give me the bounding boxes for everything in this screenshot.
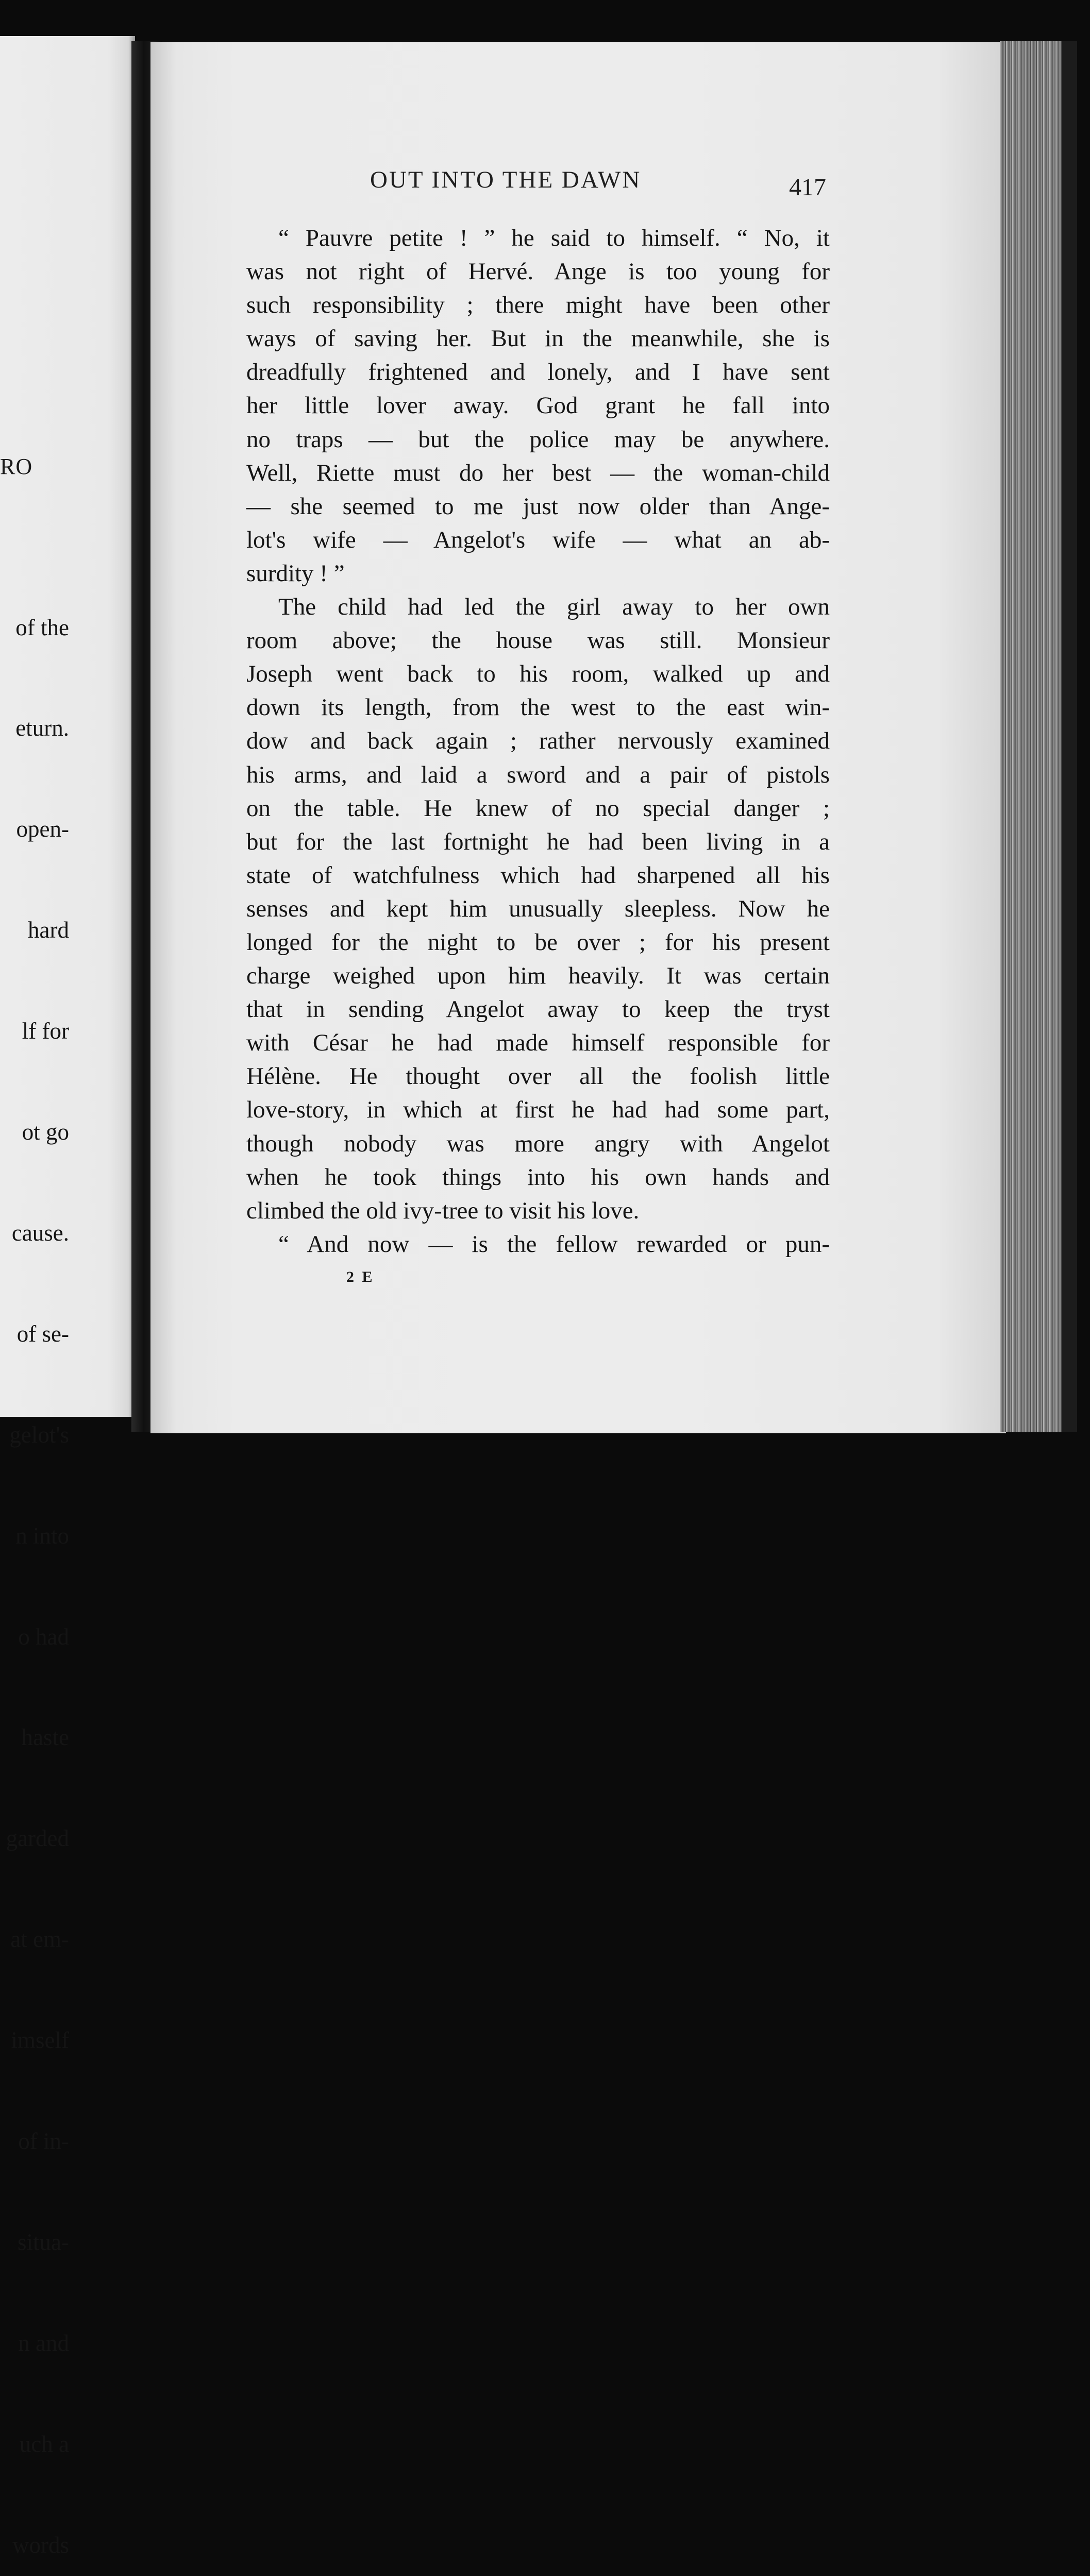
text-line: down its length, from the west to the east win- — [246, 694, 830, 721]
left-line: eturn. — [15, 715, 69, 741]
text-line: lot's wife — Angelot's wife — what an ab- — [246, 526, 830, 553]
left-line: n into — [15, 1522, 69, 1549]
left-line: cause. — [11, 1219, 69, 1246]
text-line: “ And now — is the fellow rewarded or pun- — [278, 1230, 830, 1258]
text-line: Joseph went back to his room, walked up and — [246, 660, 830, 688]
text-line: ways of saving her. But in the meanwhile, she is — [246, 325, 830, 352]
text-line: though nobody was more angry with Angelot — [246, 1130, 830, 1157]
text-line: — she seemed to me just now older than Ange- — [246, 493, 830, 520]
left-line: of in- — [18, 2128, 69, 2154]
text-line: that in sending Angelot away to keep the tryst — [246, 996, 830, 1023]
left-line: at em- — [10, 1926, 69, 1953]
text-line: his arms, and laid a sword and a pair of pistols — [246, 761, 830, 788]
page-edges — [1000, 41, 1069, 1432]
printer-signature-mark: 2 E — [346, 1268, 375, 1285]
text-line: was not right of Hervé. Ange is too young for — [246, 258, 830, 285]
left-line: of se- — [16, 1320, 69, 1347]
left-line: n and — [18, 2330, 69, 2356]
body-text — [246, 222, 830, 1261]
text-line: Well, Riette must do her best — the woman-child — [246, 459, 830, 486]
page-number: 417 — [789, 174, 826, 201]
text-line: state of watchfulness which had sharpened all his — [246, 861, 830, 889]
text-line: longed for the night to be over ; for his present — [246, 928, 830, 956]
text-line: dreadfully frightened and lonely, and I have sent — [246, 359, 830, 386]
text-line: with César he had made himself responsible for — [246, 1029, 830, 1057]
text-line: Hélène. He thought over all the foolish little — [246, 1063, 830, 1090]
text-line: such responsibility ; there might have been other — [246, 292, 830, 319]
left-line: lf for — [22, 1018, 69, 1044]
text-line: room above; the house was still. Monsieur — [246, 627, 830, 654]
left-line: hard — [28, 917, 69, 943]
left-line: garded — [6, 1825, 69, 1852]
edge-shadow — [1062, 41, 1077, 1432]
left-line: uch a — [19, 2431, 69, 2457]
text-line: her little lover away. God grant he fall into — [246, 392, 830, 419]
left-line: o had — [18, 1623, 69, 1650]
left-page-text — [6, 544, 69, 2576]
text-line: when he took things into his own hands and — [246, 1163, 830, 1191]
left-facing-page — [0, 36, 135, 2558]
left-page-header-fragment: RO — [0, 454, 33, 479]
text-line: The child had led the girl away to her own — [278, 594, 830, 621]
text-line: on the table. He knew of no special danger ; — [246, 794, 830, 822]
left-line: ot go — [22, 1119, 69, 1145]
left-line: imself — [11, 2027, 69, 2054]
text-line: charge weighed upon him heavily. It was certain — [246, 962, 830, 990]
left-line: situa- — [18, 2229, 69, 2255]
text-line: love-story, in which at first he had had some part, — [246, 1096, 830, 1124]
text-line: no traps — but the police may be anywhere. — [246, 426, 830, 453]
text-line: senses and kept him unusually sleepless. Now he — [246, 895, 830, 922]
text-line: dow and back again ; rather nervously examined — [246, 727, 830, 755]
left-line: words — [12, 2532, 69, 2558]
left-line: open- — [16, 816, 69, 842]
running-head: OUT INTO THE DAWN — [370, 166, 642, 193]
text-line: surdity ! ” — [246, 560, 345, 587]
text-line: “ Pauvre petite ! ” he said to himself. “ No, it — [278, 225, 830, 251]
left-line: of the — [15, 614, 69, 640]
text-line: climbed the old ivy-tree to visit his love. — [246, 1197, 640, 1224]
left-line: haste — [21, 1724, 69, 1751]
text-line: but for the last fortnight he had been living in a — [246, 828, 830, 855]
left-line: gelot's — [9, 1421, 69, 1448]
